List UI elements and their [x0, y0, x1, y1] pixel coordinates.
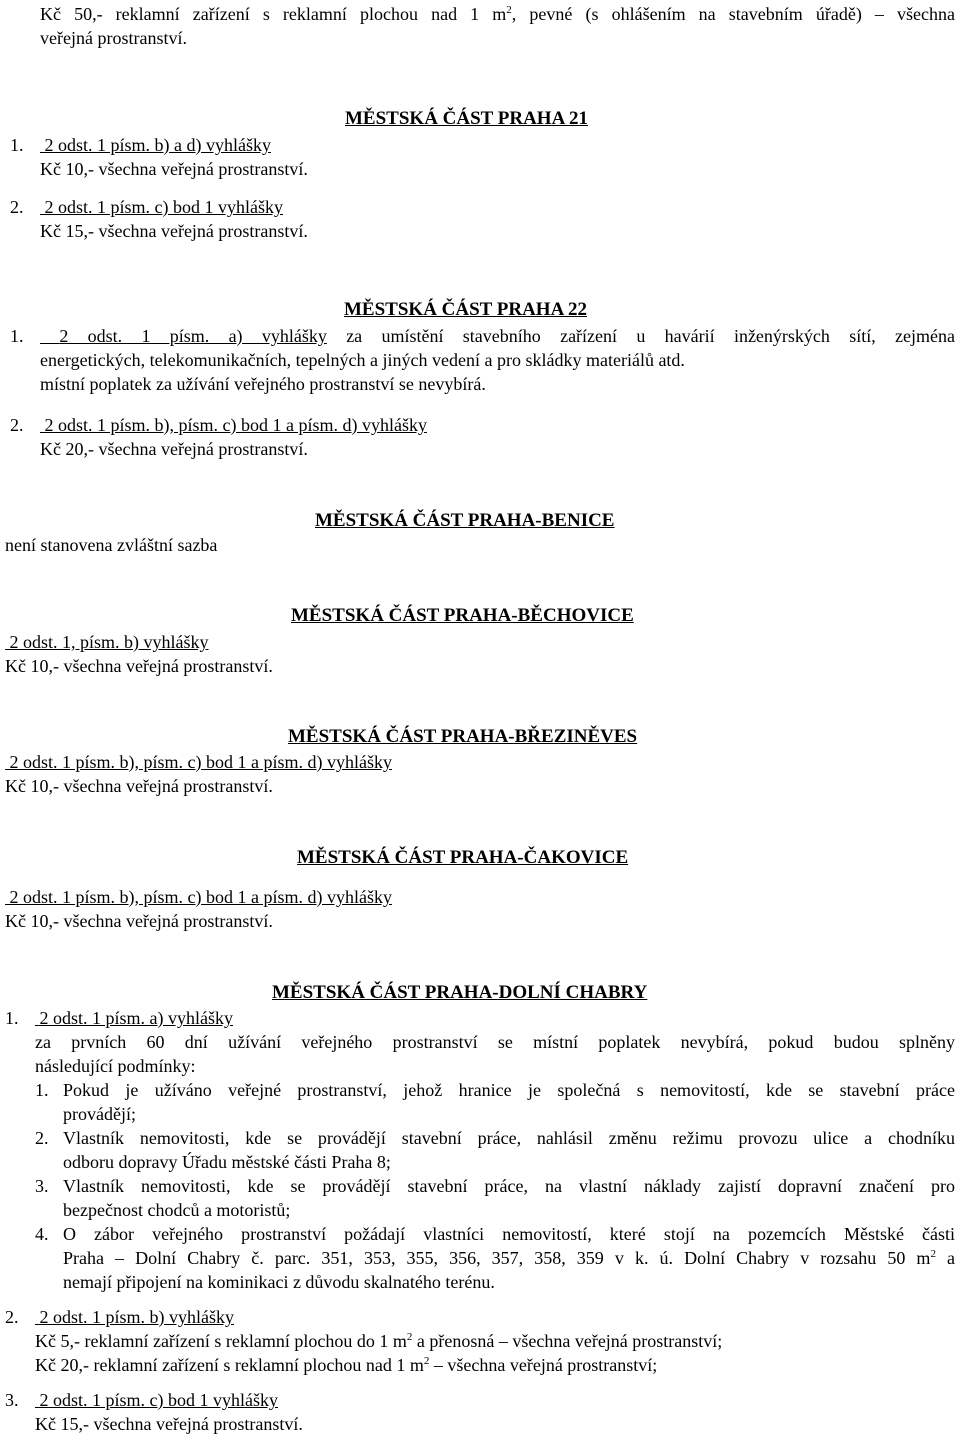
dch-item-2-ref: 2. 2 odst. 1 písm. b) vyhlášky [5, 1307, 235, 1327]
dch-item-2-line-1: Kč 5,- reklamní zařízení s reklamní plochou do 1 $m^2$ a přenosná – všechna veřejná prostranství; [35, 1331, 723, 1351]
dch-item-1-ref: 1. 2 odst. 1 písm. a) vyhlášky [5, 1008, 233, 1028]
heading-dolni-chabry: MĚSTSKÁ ČÁST PRAHA-DOLNÍ CHABRY [272, 982, 648, 1003]
dch-cond-4-line-2: Praha – Dolní Chabry č. parc. 351, 353, 355, 356, 357, 358, 359 v k. ú. Dolní Chabry v rozsahu 50 $m^2$ a [63, 1248, 955, 1268]
p21-item-1-text: Kč 10,- všechna veřejná prostranství. [40, 159, 308, 179]
dch-item-3-text: Kč 15,- všechna veřejná prostranství. [35, 1414, 303, 1434]
dch-item-1-line-2: následující podmínky: [35, 1056, 196, 1076]
heading-praha-22: MĚSTSKÁ ČÁST PRAHA 22 [344, 299, 588, 320]
dch-item-2-line-2: Kč 20,- reklamní zařízení s reklamní plochou nad 1 $m^2$ – všechna veřejná prostranství; [35, 1355, 658, 1375]
cakovice-text: Kč 10,- všechna veřejná prostranství. [5, 911, 273, 931]
cakovice-ref: 2 odst. 1 písm. b), písm. c) bod 1 a písm. d) vyhlášky [9, 887, 392, 907]
heading-bechovice: MĚSTSKÁ ČÁST PRAHA-BĚCHOVICE [291, 605, 634, 626]
heading-praha-21: MĚSTSKÁ ČÁST PRAHA 21 [345, 108, 589, 129]
top-line-1: Kč 50,- reklamní zařízení s reklamní plochou nad 1 $m^2$, pevné (s ohlášením na stavebním úřadě) – všechna [40, 4, 955, 24]
p22-item-2-text: Kč 20,- všechna veřejná prostranství. [40, 439, 308, 459]
dch-cond-3-num: 3. [35, 1176, 49, 1196]
brezineves-text: Kč 10,- všechna veřejná prostranství. [5, 776, 273, 796]
dch-cond-3-line-1: Vlastník nemovitosti, kde se provádějí stavební práce, na vlastní náklady zajistí dopravní značení pro [63, 1176, 955, 1196]
dch-cond-4-num: 4. [35, 1224, 49, 1244]
brezineves-ref: 2 odst. 1 písm. b), písm. c) bod 1 a písm. d) vyhlášky [9, 752, 392, 772]
dch-cond-4-line-1: O zábor veřejného prostranství požádají vlastníci nemovitostí, které stojí na pozemcích Městské části [63, 1224, 955, 1244]
p22-item-1-line-3: místní poplatek za užívání veřejného prostranství se nevybírá. [40, 374, 486, 394]
dch-cond-1-num: 1. [35, 1080, 49, 1100]
top-line-2: veřejná prostranství. [40, 28, 187, 48]
heading-cakovice: MĚSTSKÁ ČÁST PRAHA-ČAKOVICE [297, 847, 629, 868]
dch-cond-4-line-3: nemají připojení na kominikaci z důvodu skalnatého terénu. [63, 1272, 495, 1292]
dch-cond-2-line-1: Vlastník nemovitosti, kde se provádějí stavební práce, nahlásil změnu režimu provozu ulice a chodníku [63, 1128, 955, 1148]
dch-item-1-line-1: za prvních 60 dní užívání veřejného prostranství se místní poplatek nevybírá, pokud budou splněny [35, 1032, 955, 1052]
dch-cond-2-num: 2. [35, 1128, 49, 1148]
p22-item-2-ref: 2. 2 odst. 1 písm. b), písm. c) bod 1 a písm. d) vyhlášky [10, 415, 427, 435]
p21-item-2-text: Kč 15,- všechna veřejná prostranství. [40, 221, 308, 241]
dch-cond-3-line-2: bezpečnost chodců a motoristů; [63, 1200, 291, 1220]
p22-item-1-line-2: energetických, telekomunikačních, tepelných a jiných vedení a pro skládky materiálů atd. [40, 350, 685, 370]
dch-cond-1-line-1: Pokud je užíváno veřejné prostranství, jehož hranice je společná s nemovitostí, kde se stavební práce [63, 1080, 955, 1100]
dch-cond-1-line-2: provádějí; [63, 1104, 136, 1124]
heading-benice: MĚSTSKÁ ČÁST PRAHA-BENICE [315, 510, 615, 531]
p22-item-1-line-1: 1. 2 odst. 1 písm. a) vyhlášky za umístění stavebního zařízení u havárií inženýrských sítí, zejména [10, 326, 956, 346]
bechovice-text: Kč 10,- všechna veřejná prostranství. [5, 656, 273, 676]
heading-brezineves: MĚSTSKÁ ČÁST PRAHA-BŘEZINĚVES [288, 726, 638, 747]
p21-item-2-ref: 2. 2 odst. 1 písm. c) bod 1 vyhlášky [10, 197, 283, 217]
bechovice-ref: 2 odst. 1, písm. b) vyhlášky [9, 632, 209, 652]
p21-item-1-ref: 1. 2 odst. 1 písm. b) a d) vyhlášky [10, 135, 271, 155]
benice-note: není stanovena zvláštní sazba [5, 535, 218, 555]
dch-cond-2-line-2: odboru dopravy Úřadu městské části Praha 8; [63, 1152, 391, 1172]
dch-item-3-ref: 3. 2 odst. 1 písm. c) bod 1 vyhlášky [5, 1390, 278, 1410]
